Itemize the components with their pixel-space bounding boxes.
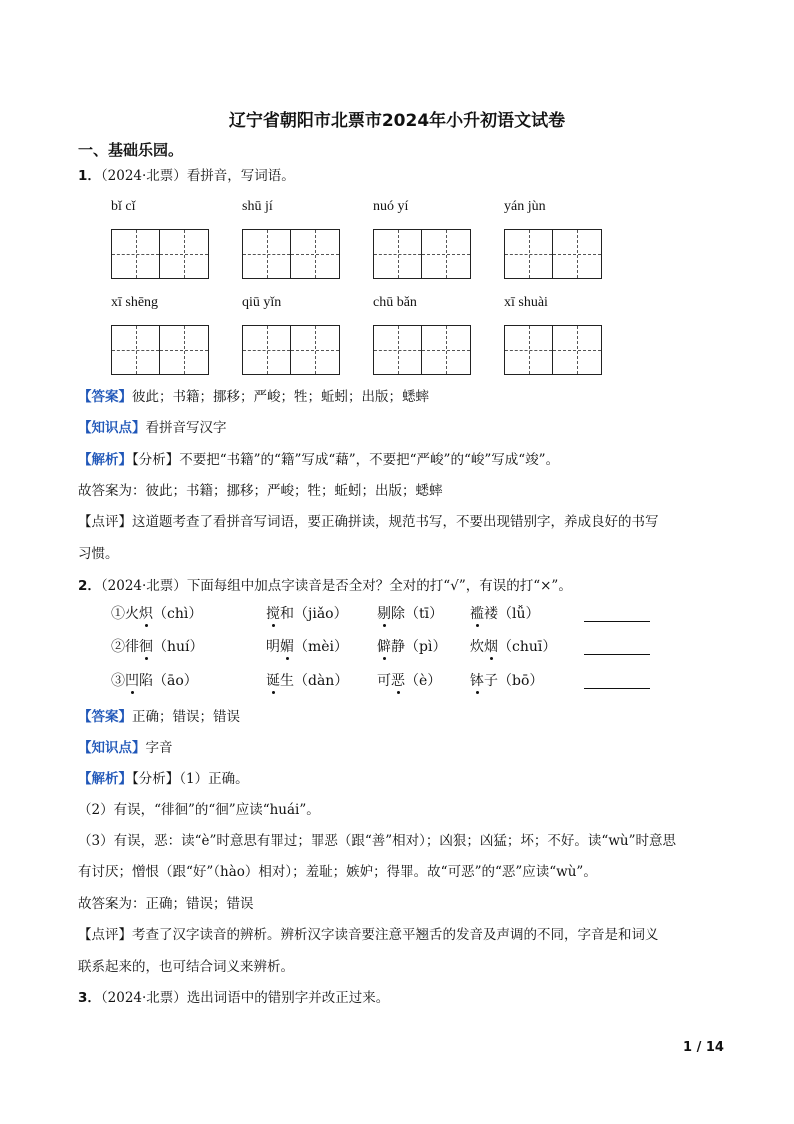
writing-cell[interactable]: [553, 325, 602, 375]
q1-comment: [78, 512, 659, 532]
word-item: 褴褛（lǚ）: [470, 606, 540, 622]
writing-cell[interactable]: [111, 325, 160, 375]
pinyin-label: xī shēng: [111, 295, 159, 310]
q2-number: 2．: [78, 578, 101, 594]
q1-answer: [78, 387, 429, 407]
q3-stem-line: [78, 988, 389, 1008]
pinyin-label: yán jùn: [504, 199, 546, 214]
word-item: ②徘徊（huí）: [111, 639, 204, 655]
writing-cell[interactable]: [242, 325, 291, 375]
answer-blank[interactable]: [584, 621, 650, 622]
writing-cell[interactable]: [422, 325, 471, 375]
answer-text: 彼此；书籍；挪移；严峻；牲；蚯蚓；出版；蟋蟀: [132, 389, 429, 405]
writing-box-pair[interactable]: [373, 229, 471, 279]
q2-analysis-2: （2）有误，“徘徊”的“徊”应读“huái”。: [78, 802, 320, 818]
writing-cell[interactable]: [160, 229, 209, 279]
answer-tag: 【答案】: [78, 709, 132, 725]
q1-stem-line: [78, 166, 295, 186]
word-item: 诞生（dàn）: [266, 673, 349, 689]
q3-source: （2024·北票）: [100, 990, 187, 1006]
word-item: 可恶（è）: [377, 673, 442, 689]
pinyin-label: nuó yí: [373, 199, 409, 214]
analysis-text: 【分析】（1）正确。: [132, 771, 249, 787]
q2-comment: [78, 925, 659, 945]
writing-cell[interactable]: [504, 229, 553, 279]
writing-box-pair[interactable]: [242, 325, 340, 375]
answer-tag: 【答案】: [78, 389, 132, 405]
q2-analysis: [78, 769, 249, 789]
pinyin-label: bǐ cǐ: [111, 199, 136, 214]
q1-source: （2024·北票）: [100, 168, 187, 184]
q1-conclusion: 故答案为：彼此；书籍；挪移；严峻；牲；蚯蚓；出版；蟋蟀: [78, 483, 443, 499]
answer-text: 正确；错误；错误: [132, 709, 240, 725]
q2-analysis-3: （3）有误，恶：读“è”时意思有罪过；罪恶（跟“善”相对）；凶狠；凶猛；坏；不好。读“wù”时意思: [78, 833, 676, 849]
word-item: 钵子（bō）: [470, 673, 544, 689]
comment-tag: 【点评】: [78, 514, 132, 530]
analysis-tag: 【解析】: [78, 452, 132, 468]
writing-box-pair[interactable]: [111, 229, 209, 279]
word-item: ①火炽（chì）: [111, 606, 203, 622]
analysis-text: 【分析】不要把“书籍”的“籍”写成“藉”，不要把“严峻”的“峻”写成“竣”。: [132, 452, 560, 468]
writing-box-pair[interactable]: [242, 229, 340, 279]
q2-source: （2024·北票）: [100, 578, 187, 594]
pinyin-label: chū bǎn: [373, 295, 417, 310]
q2-conclusion: 故答案为：正确；错误；错误: [78, 896, 254, 912]
knowledge-tag: 【知识点】: [78, 740, 146, 756]
writing-cell[interactable]: [242, 229, 291, 279]
knowledge-text: 字音: [145, 740, 173, 756]
q2-knowledge: [78, 738, 173, 758]
document-title: 辽宁省朝阳市北票市2024年小升初语文试卷: [228, 111, 566, 131]
writing-cell[interactable]: [422, 229, 471, 279]
comment-text: 这道题考查了看拼音写词语，要正确拼读，规范书写，不要出现错别字，养成良好的书写: [132, 514, 659, 530]
page-number: 1 / 14: [683, 1040, 724, 1055]
writing-box-pair[interactable]: [111, 325, 209, 375]
word-item: 僻静（pì）: [377, 639, 447, 655]
q2-analysis-3-cont: 有讨厌；憎恨（跟“好”（hào）相对）；羞耻；嫉妒；得罪。故“可恶”的“恶”应读“wù”。: [78, 864, 597, 880]
section-heading: 一、基础乐园。: [78, 141, 184, 159]
word-item: 炊烟（chuī）: [470, 639, 557, 655]
comment-tag: 【点评】: [78, 927, 132, 943]
comment-text: 考查了汉字读音的辨析。辨析汉字读音要注意平翘舌的发音及声调的不同，字音是和词义: [132, 927, 659, 943]
word-item: 搅和（jiǎo）: [266, 606, 348, 622]
pinyin-label: qiū yǐn: [242, 295, 282, 310]
writing-cell[interactable]: [504, 325, 553, 375]
word-item: 剔除（tī）: [377, 606, 444, 622]
q2-stem-line: [78, 576, 572, 596]
q1-stem: 看拼音，写词语。: [186, 168, 295, 184]
q2-comment-cont: 联系起来的，也可结合词义来辨析。: [78, 959, 294, 975]
writing-box-pair[interactable]: [373, 325, 471, 375]
q1-analysis: [78, 450, 559, 470]
writing-cell[interactable]: [373, 229, 422, 279]
word-item: 明媚（mèi）: [266, 639, 349, 655]
writing-box-pair[interactable]: [504, 229, 602, 279]
writing-cell[interactable]: [291, 325, 340, 375]
q1-comment-cont: 习惯。: [78, 546, 119, 562]
q2-answer: [78, 707, 240, 727]
writing-cell[interactable]: [553, 229, 602, 279]
writing-cell[interactable]: [291, 229, 340, 279]
writing-cell[interactable]: [111, 229, 160, 279]
analysis-tag: 【解析】: [78, 771, 132, 787]
writing-cell[interactable]: [373, 325, 422, 375]
q3-number: 3．: [78, 990, 101, 1006]
answer-blank[interactable]: [584, 654, 650, 655]
writing-cell[interactable]: [160, 325, 209, 375]
q1-number: 1．: [78, 168, 101, 184]
writing-box-pair[interactable]: [504, 325, 602, 375]
pinyin-label: xī shuài: [504, 295, 548, 310]
q3-stem: 选出词语中的错别字并改正过来。: [186, 990, 390, 1006]
pinyin-label: shū jí: [242, 199, 273, 214]
answer-blank[interactable]: [584, 688, 650, 689]
knowledge-tag: 【知识点】: [78, 420, 146, 436]
q1-knowledge: [78, 418, 227, 438]
knowledge-text: 看拼音写汉字: [145, 420, 227, 436]
q2-stem: 下面每组中加点字读音是否全对？全对的打“√”，有误的打“×”。: [186, 578, 572, 594]
word-item: ③凹陷（āo）: [111, 673, 198, 689]
